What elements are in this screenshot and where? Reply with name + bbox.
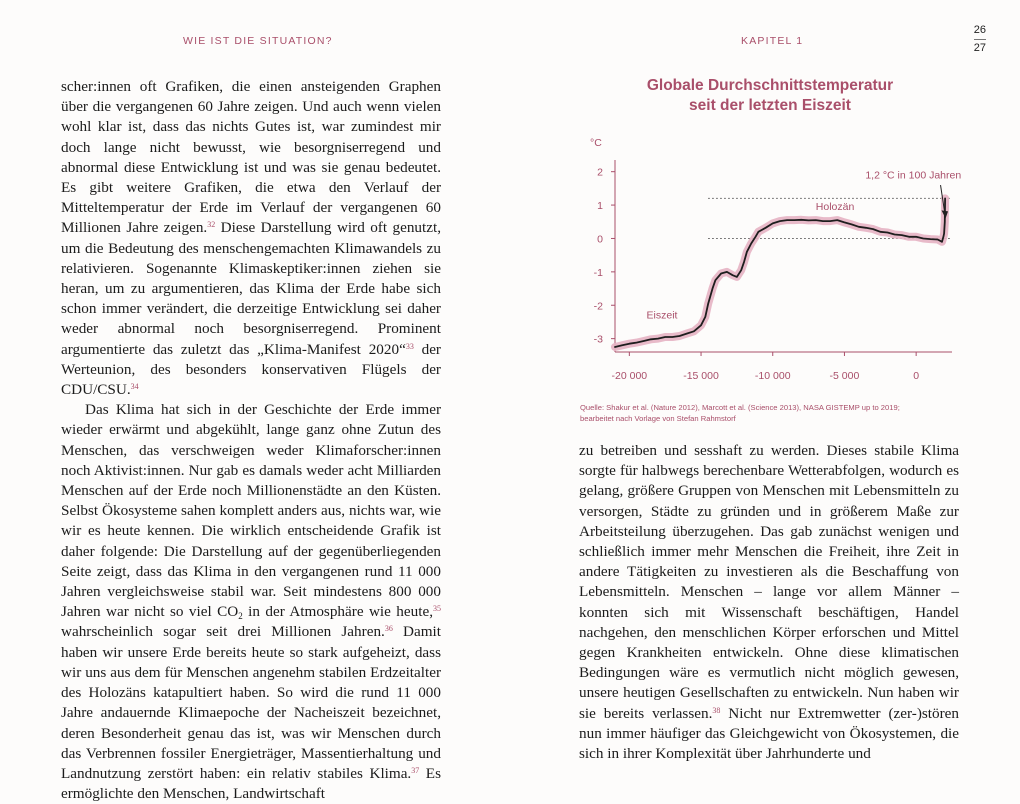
left-text-column xyxy=(61,77,441,804)
text-run: scher:innen oft Grafiken, die einen ansteigenden Graphen über die vergangenen 60 Jahre zeigen. Und auch wenn vielen wohl klar ist, dass das nichts Gutes ist, war zumindest mir doch lange nicht bewusst, wie besorgniserregend und abnormal diese Entwicklung ist und was sie genau bedeutet. Es gibt weitere Grafiken, die etwa den Verlauf der Mitteltemperatur der Erde im Verlauf der vergangenen 60 Millionen Jahre zeigen. xyxy=(61,78,441,237)
y-tick-labels xyxy=(594,167,604,346)
paragraph xyxy=(61,400,441,804)
x-tick-label: -15 000 xyxy=(683,370,719,382)
x-tick-label: -10 000 xyxy=(754,370,791,382)
text-run: Damit haben wir unsere Erde bereits heute so stark aufgeheizt, dass wir uns aus dem für Menschen angenehm stabilen Erdzeitalter des Holozäns katapultiert haben. So wird die rund 11 000 Jahre andauernde Klimaepoche der Nacheiszeit bezeichnet, deren Besonderheit genau das ist, was wir Menschen durch das Verbrennen fossiler Energieträger, Massentierhaltung und Landnutzung zerstört haben: ein relativ stabiles Klima. xyxy=(61,623,441,782)
paragraph xyxy=(61,77,441,400)
y-tick-label: -1 xyxy=(593,266,603,279)
text-run: Nicht nur Extremwetter (zer-)stören nun immer häufiger das Gleichgewicht von Ökosystemen, die sich in ihrer Komplexität über Jahrhunderte und xyxy=(579,704,959,763)
annotation-increase: 1,2 °C in 100 Jahren xyxy=(865,169,962,182)
footnote-marker: 34 xyxy=(130,382,139,392)
footnote-marker: 32 xyxy=(207,220,216,230)
annotation-holozaen: Holozän xyxy=(815,201,855,214)
footnote-marker: 37 xyxy=(411,765,420,775)
text-run: Es ermöglichte den Menschen, Landwirtschaft xyxy=(61,764,441,803)
text-run: Diese Darstellung wird oft genutzt, um die Bedeutung des menschengemachten Klimawandels zu relativieren. Sogenannte Klimaskeptiker:innen ziehen sie heran, um zu argumentieren, das Klima der Erde habe sich schon immer verändert, die derzeitige Entwicklung sei daher weder abnormal noch besorgniserregend. Prominent argumentierte das zuletzt das „Klima-Manifest 2020“ xyxy=(61,219,442,358)
footnote-marker: 38 xyxy=(712,705,721,715)
x-tick-label: -5 000 xyxy=(829,370,860,382)
footnote-marker: 33 xyxy=(405,341,414,351)
y-axis-label: °C xyxy=(590,137,602,149)
running-title-right: KAPITEL 1 xyxy=(741,35,804,47)
text-run: zu betreiben und sesshaft zu werden. Dieses stabile Klima sorgte für halbwegs berechenbare Wetterabfolgen, wodurch es gelang, größere Gruppen von Menschen mit Lebensmitteln zu versorgen, Städte zu gründen und in größerem Maße zur Arbeitsteilung überzugehen. Das gab zunächst wenigen und schließlich immer mehr Menschen die Freiheit, ihre Zeit in andere Tätigkeiten zu investieren als die Beschaffung von Lebensmitteln. Menschen – lange vor allem Männer – konnten sich mit Wissenschaft beschäftigen, Handel nachgehen, den menschlichen Körper erforschen und Mittel gegen Krankheiten entwickeln. Ohne diese klimatischen Bedingungen wäre es vermutlich nicht möglich gewesen, unsere heutigen Gesellschaften zu entwickeln. Nun haben wir sie bereits verlassen. xyxy=(579,442,959,722)
page-number-right: 27 xyxy=(973,42,986,54)
paragraph xyxy=(579,441,959,764)
text-run: in der Atmosphäre wie heute, xyxy=(242,603,433,621)
y-tick-label: 2 xyxy=(597,166,603,179)
chart-source-line2: bearbeitet nach Vorlage von Stefan Rahmstorf xyxy=(580,414,736,423)
x-tick-label: -20 000 xyxy=(611,370,648,382)
text-run: Das Klima hat sich in der Geschichte der Erde immer wieder erwärmt und abgekühlt, lange ganz ohne Zutun des Menschen, das verschweigen weder Klimaforscher:innen noch Aktivist:innen. Nur gab es damals weder acht Milliarden Menschen auf der Erde noch Millionenstädte an den Küsten. Selbst Ökosysteme sahen komplett anders aus, nichts war, wie wir es heute kennen. Die wirklich entscheidende Grafik ist daher folgende: Die Darstellung auf der gegenüberliegenden Seite zeigt, dass das Klima in den vergangenen rund 11 000 Jahren vergleichsweise stabil war. Seit mindestens 800 000 Jahren war nicht so viel CO xyxy=(61,401,441,621)
x-tick-label: 0 xyxy=(913,370,920,382)
footnote-marker: 36 xyxy=(384,624,393,634)
text-run: der Werteunion, des besonders konservativen Flügels der CDU/CSU. xyxy=(61,340,441,399)
chart-axes xyxy=(611,160,952,356)
temperature-chart xyxy=(570,70,970,440)
chart-title-line1: Globale Durchschnittstemperatur xyxy=(646,77,894,94)
y-tick-label: -2 xyxy=(593,300,603,313)
text-run: wahrscheinlich sogar seit drei Millionen Jahren. xyxy=(61,623,385,641)
right-text-column xyxy=(579,441,959,764)
x-tick-labels xyxy=(612,370,920,382)
page-number-divider xyxy=(974,39,986,40)
y-tick-label: -3 xyxy=(593,333,603,346)
subscript: 2 xyxy=(238,611,243,622)
running-title-left: WIE IST DIE SITUATION? xyxy=(183,35,333,47)
y-tick-label: 1 xyxy=(597,200,603,213)
chart-source-line1: Quelle: Shakur et al. (Nature 2012), Marcott et al. (Science 2013), NASA GISTEMP up to 2019; xyxy=(580,403,900,412)
footnote-marker: 35 xyxy=(433,604,441,614)
temperature-line xyxy=(615,198,945,347)
page-number-left: 26 xyxy=(973,24,986,36)
chart-title-line2: seit der letzten Eiszeit xyxy=(689,97,851,114)
page-numbers xyxy=(974,24,986,55)
y-tick-label: 0 xyxy=(597,233,603,246)
annotation-eiszeit: Eiszeit xyxy=(646,309,678,322)
